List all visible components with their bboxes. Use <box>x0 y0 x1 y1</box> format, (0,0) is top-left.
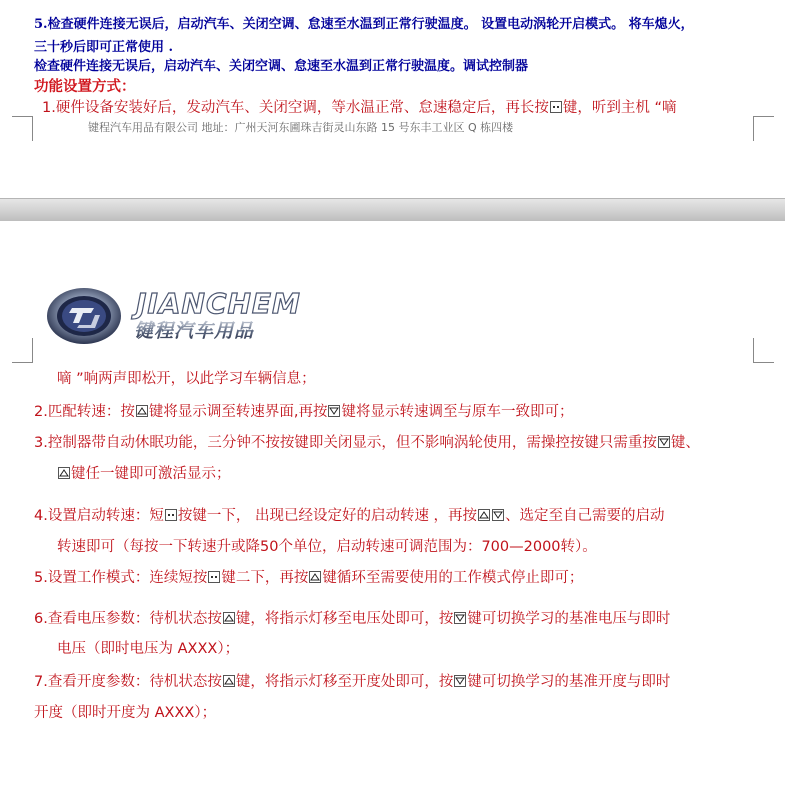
list-item <box>34 670 670 691</box>
down-key-icon <box>454 612 466 624</box>
text-run: 键可切换学习的基准电压与即时 <box>467 611 671 627</box>
up-key-icon <box>223 675 235 687</box>
document-page-top <box>0 0 785 198</box>
down-key-icon <box>328 405 340 417</box>
up-key-icon <box>58 467 70 479</box>
down-key-icon <box>454 675 466 687</box>
list-item <box>34 607 670 628</box>
text-run: 键循环至需要使用的工作模式停止即可； <box>322 570 584 586</box>
list-item <box>57 462 231 483</box>
list-item <box>34 504 665 525</box>
list-item: 开度（即时开度为 AXXX）； <box>34 705 217 721</box>
list-item <box>34 400 573 421</box>
text-run: 、选定至自己需要的启动 <box>505 508 665 524</box>
corner-mark <box>12 116 33 141</box>
text-run: 1.硬件设备安装好后，发动汽车、关闭空调，等水温正常、怠速稳定后，再长按 <box>42 100 549 116</box>
up-key-icon <box>136 405 148 417</box>
up-key-icon <box>309 571 321 583</box>
text-run: 6.查看电压参数：待机状态按 <box>34 611 222 627</box>
text-run: 4.设置启动转速：短 <box>34 508 164 524</box>
dots-key-icon <box>208 571 220 583</box>
logo-wordmark: JIANCHEM <box>136 287 301 320</box>
text-run: 5.设置工作模式：连续短按 <box>34 570 208 586</box>
text-run: 键，将指示灯移至开度处即可，按 <box>235 674 454 690</box>
text-run: 键，将指示灯移至电压处即可，按 <box>235 611 454 627</box>
up-key-icon <box>478 509 490 521</box>
list-item <box>42 96 676 117</box>
page-separator <box>0 198 785 222</box>
list-item: 转速即可（每按一下转速升或降50个单位，启动转速可调范围为：700—2000转）。 <box>57 539 597 555</box>
text-run: 键将显示转速调至与原车一致即可； <box>341 404 574 420</box>
section-title: 功能设置方式： <box>34 79 136 95</box>
list-item <box>34 431 700 452</box>
text-run: 2.匹配转速：按 <box>34 404 135 420</box>
text-run: 按键一下， 出现已经设定好的启动转速 ，再按 <box>177 508 478 524</box>
instruction-line: 5.检查硬件连接无误后，启动汽车、关闭空调、怠速至水温到正常行驶温度。 设置电动涡轮开启模式。 将车熄火， <box>34 17 694 32</box>
corner-mark <box>753 338 774 363</box>
text-run: 键将显示调至转速界面,再按 <box>148 404 328 420</box>
corner-mark <box>753 116 774 141</box>
text-run: 7.查看开度参数：待机状态按 <box>34 674 222 690</box>
down-key-icon <box>492 509 504 521</box>
dots-key-icon <box>165 509 177 521</box>
document-page-bottom <box>0 221 785 810</box>
logo-emblem-icon <box>46 281 336 347</box>
up-key-icon <box>223 612 235 624</box>
instruction-line: 三十秒后即可正常使用 . <box>34 40 174 55</box>
text-run: 3.控制器带自动休眠功能，三分钟不按按键即关闭显示，但不影响涡轮使用，需操控按键只需重按 <box>34 435 657 451</box>
corner-mark <box>12 338 33 363</box>
page-footer: 键程汽车用品有限公司 地址：广州天河东圃珠吉街灵山东路 15 号东丰工业区 Q 栋四楼 <box>88 121 514 134</box>
dots-key-icon <box>550 101 562 113</box>
instruction-line: 检查硬件连接无误后，启动汽车、关闭空调、怠速至水温到正常行驶温度。调试控制器 <box>34 59 529 74</box>
company-logo <box>46 281 336 347</box>
text-run: 键可切换学习的基准开度与即时 <box>467 674 671 690</box>
logo-tagline: 键程汽车用品 <box>134 320 255 342</box>
text-run: 键二下，再按 <box>221 570 309 586</box>
text-run: 键、 <box>670 435 700 451</box>
list-item: 嘀 ”响两声即松开，以此学习车辆信息； <box>57 371 316 387</box>
text-run: 键任一键即可激活显示； <box>71 466 231 482</box>
text-run: 键，听到主机 “嘀 <box>562 100 677 116</box>
down-key-icon <box>658 436 670 448</box>
list-item <box>34 566 583 587</box>
list-item: 电压（即时电压为 AXXX）； <box>57 641 240 657</box>
